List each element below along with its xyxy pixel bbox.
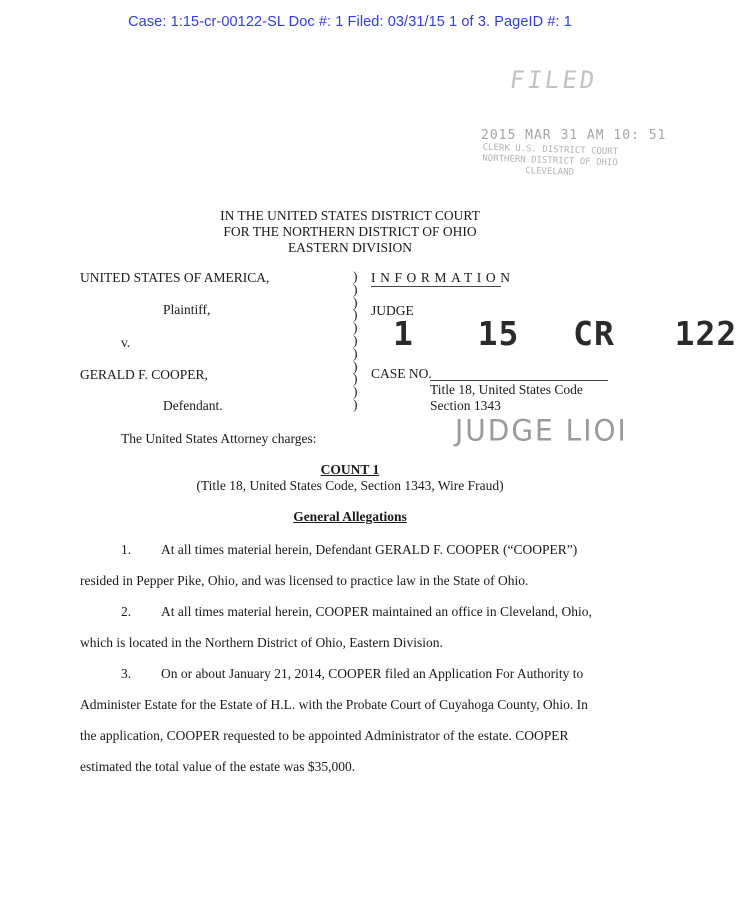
document-type: INFORMATION: [371, 270, 515, 285]
paragraph-text: resided in Pepper Pike, Ohio, and was licensed to practice law in the State of Ohio.: [80, 573, 529, 588]
defendant-name: GERALD F. COOPER,: [80, 367, 208, 382]
charges-intro: The United States Attorney charges:: [121, 431, 317, 446]
paragraph-text: the application, COOPER requested to be appointed Administrator of the estate. COOPER: [80, 728, 569, 743]
judge-label: JUDGE: [371, 303, 414, 318]
count-title: COUNT 1: [320, 462, 380, 477]
defendant-role: Defendant.: [163, 398, 223, 413]
case-number-part: 1: [393, 314, 414, 353]
allegation-paragraph: [80, 596, 620, 658]
document-type-underline: [371, 286, 501, 287]
paragraph-text: At all times material herein, COOPER maintained an office in Cleveland, Ohio,: [161, 604, 592, 619]
caption-divider: ) ) ) ) ) ) ) ) ) ) ): [353, 269, 358, 412]
case-number-stamp: [393, 314, 737, 353]
paragraph-number: 2.: [121, 604, 132, 619]
court-heading-line: FOR THE NORTHERN DISTRICT OF OHIO: [223, 224, 477, 239]
court-heading-line: IN THE UNITED STATES DISTRICT COURT: [220, 208, 480, 223]
paragraph-text: At all times material herein, Defendant GERALD F. COOPER (“COOPER”): [161, 542, 578, 557]
general-allegations-heading: General Allegations: [293, 509, 407, 524]
case-number-part: 122: [674, 314, 737, 353]
clerk-stamp-line: CLERK U.S. DISTRICT COURT: [482, 142, 619, 158]
allegation-paragraph: [80, 534, 620, 596]
paragraph-number: 1.: [121, 542, 132, 557]
case-number-part: CR: [573, 314, 615, 353]
filed-date-stamp: 2015 MAR 31 AM 10: 51: [481, 128, 667, 143]
allegation-paragraph: [80, 658, 620, 782]
paragraph-text: Administer Estate for the Estate of H.L. with the Probate Court of Cuyahoga County, Ohio. In: [80, 697, 588, 712]
paragraph-number: 3.: [121, 666, 132, 681]
court-heading-line: EASTERN DIVISION: [287, 240, 413, 255]
case-no-underline: [430, 380, 608, 381]
case-no-label: CASE NO.: [371, 366, 432, 381]
clerk-stamp: [469, 142, 630, 181]
statute-line: Section 1343: [430, 398, 501, 413]
paragraph-text: On or about January 21, 2014, COOPER filed an Application For Authority to: [161, 666, 584, 681]
paragraph-text: estimated the total value of the estate was $35,000.: [80, 759, 356, 774]
statute-line: Title 18, United States Code: [430, 382, 583, 397]
clerk-stamp-line: CLEVELAND: [525, 166, 575, 178]
plaintiff-name: UNITED STATES OF AMERICA,: [80, 270, 270, 285]
ecf-header-stamp: Case: 1:15-cr-00122-SL Doc #: 1 Filed: 03/31/15 1 of 3. PageID #: 1: [128, 14, 572, 30]
case-number-part: 15: [477, 314, 520, 353]
clerk-stamp-line: NORTHERN DISTRICT OF OHIO: [482, 153, 618, 169]
count-subtitle: (Title 18, United States Code, Section 1343, Wire Fraud): [196, 478, 504, 493]
judge-stamp: JUDGE LIOI: [455, 413, 628, 448]
paragraph-text: which is located in the Northern District of Ohio, Eastern Division.: [80, 635, 443, 650]
court-heading: [0, 208, 700, 256]
plaintiff-role: Plaintiff,: [163, 302, 211, 317]
versus: v.: [121, 335, 131, 350]
filed-stamp: FILED: [508, 66, 600, 94]
